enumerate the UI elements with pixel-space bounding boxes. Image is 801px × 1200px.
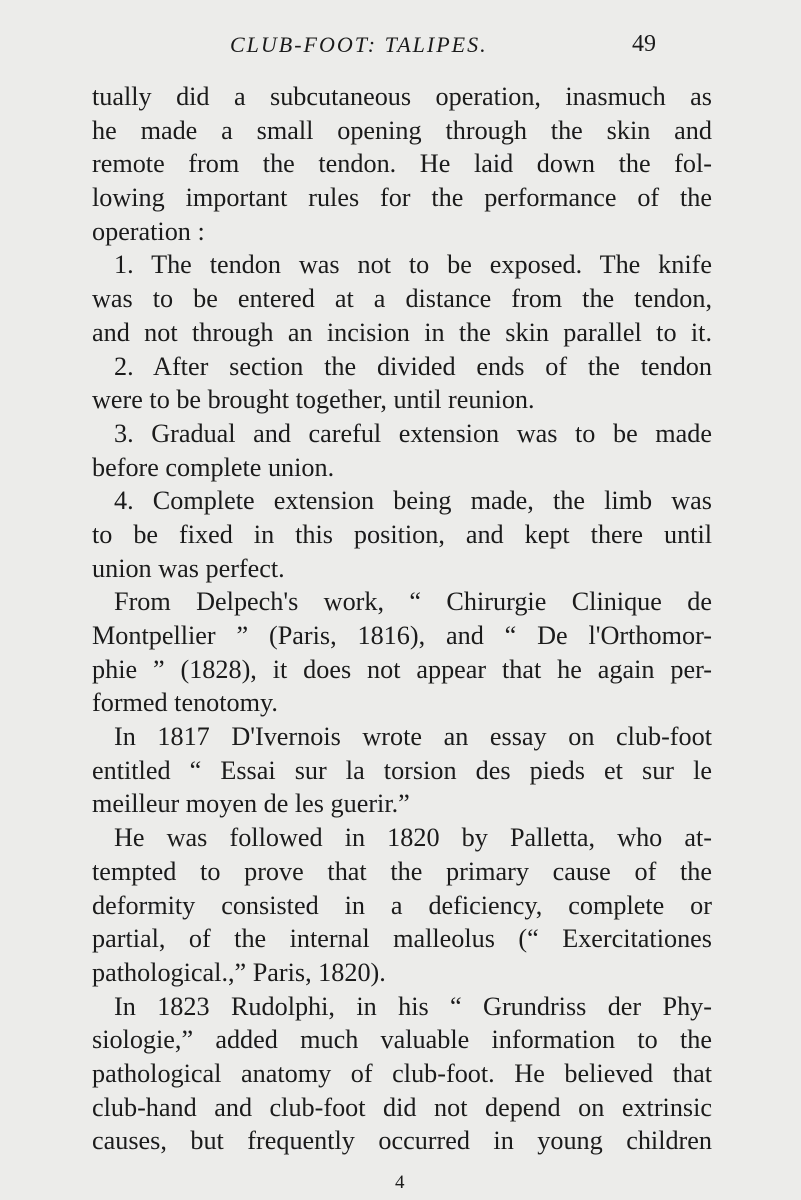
text-line: tempted to prove that the primary cause of the	[92, 856, 712, 886]
text-line: From Delpech's work, “ Chirurgie Clinique de	[114, 587, 712, 617]
signature-mark: 4	[395, 1172, 405, 1193]
text-line: pathological.,” Paris, 1820).	[92, 957, 386, 987]
text-line: was to be entered at a distance from the tendon,	[92, 284, 712, 314]
text-line: In 1817 D'Ivernois wrote an essay on club-foot	[114, 722, 712, 752]
text-line: phie ” (1828), it does not appear that he again per-	[92, 654, 712, 684]
text-line: 1. The tendon was not to be exposed. The knife	[114, 250, 712, 280]
text-line: Montpellier ” (Paris, 1816), and “ De l'Orthomor-	[92, 621, 712, 650]
text-line: and not through an incision in the skin parallel to it.	[92, 317, 712, 347]
text-line: lowing important rules for the performance of the	[92, 183, 712, 213]
text-line: He was followed in 1820 by Palletta, who at-	[114, 823, 712, 853]
text-line: pathological anatomy of club-foot. He believed that	[92, 1058, 712, 1088]
text-line: siologie,” added much valuable information to the	[92, 1025, 712, 1055]
text-line: before complete union.	[92, 452, 335, 482]
text-line: In 1823 Rudolphi, in his “ Grundriss der Phy-	[114, 991, 712, 1021]
text-line: 3. Gradual and careful extension was to be made	[114, 418, 712, 448]
running-title: CLUB-FOOT: TALIPES.	[230, 32, 488, 57]
text-line: remote from the tendon. He laid down the fol-	[92, 149, 712, 179]
text-line: entitled “ Essai sur la torsion des pieds et sur le	[92, 755, 712, 785]
text-line: partial, of the internal malleolus (“ Exercitationes	[92, 924, 712, 954]
text-line: to be fixed in this position, and kept there until	[92, 519, 712, 549]
text-line: tually did a subcutaneous operation, inasmuch as	[92, 82, 712, 111]
text-line: operation :	[92, 216, 205, 246]
text-line: he made a small opening through the skin and	[92, 115, 712, 145]
text-line: 4. Complete extension being made, the limb was	[114, 486, 712, 516]
page-number: 49	[632, 31, 656, 57]
text-line: were to be brought together, until reunion.	[92, 385, 535, 415]
text-line: 2. After section the divided ends of the tendon	[114, 351, 712, 381]
text-line: club-hand and club-foot did not depend on extrinsic	[92, 1092, 712, 1122]
text-line: causes, but frequently occurred in young children	[92, 1126, 712, 1156]
text-line: meilleur moyen de les guerir.”	[92, 789, 410, 819]
running-head	[0, 28, 801, 62]
text-line: deformity consisted in a deficiency, complete or	[92, 890, 712, 920]
text-line: formed tenotomy.	[92, 688, 278, 718]
text-line: union was perfect.	[92, 553, 285, 583]
body-text	[92, 80, 712, 1158]
